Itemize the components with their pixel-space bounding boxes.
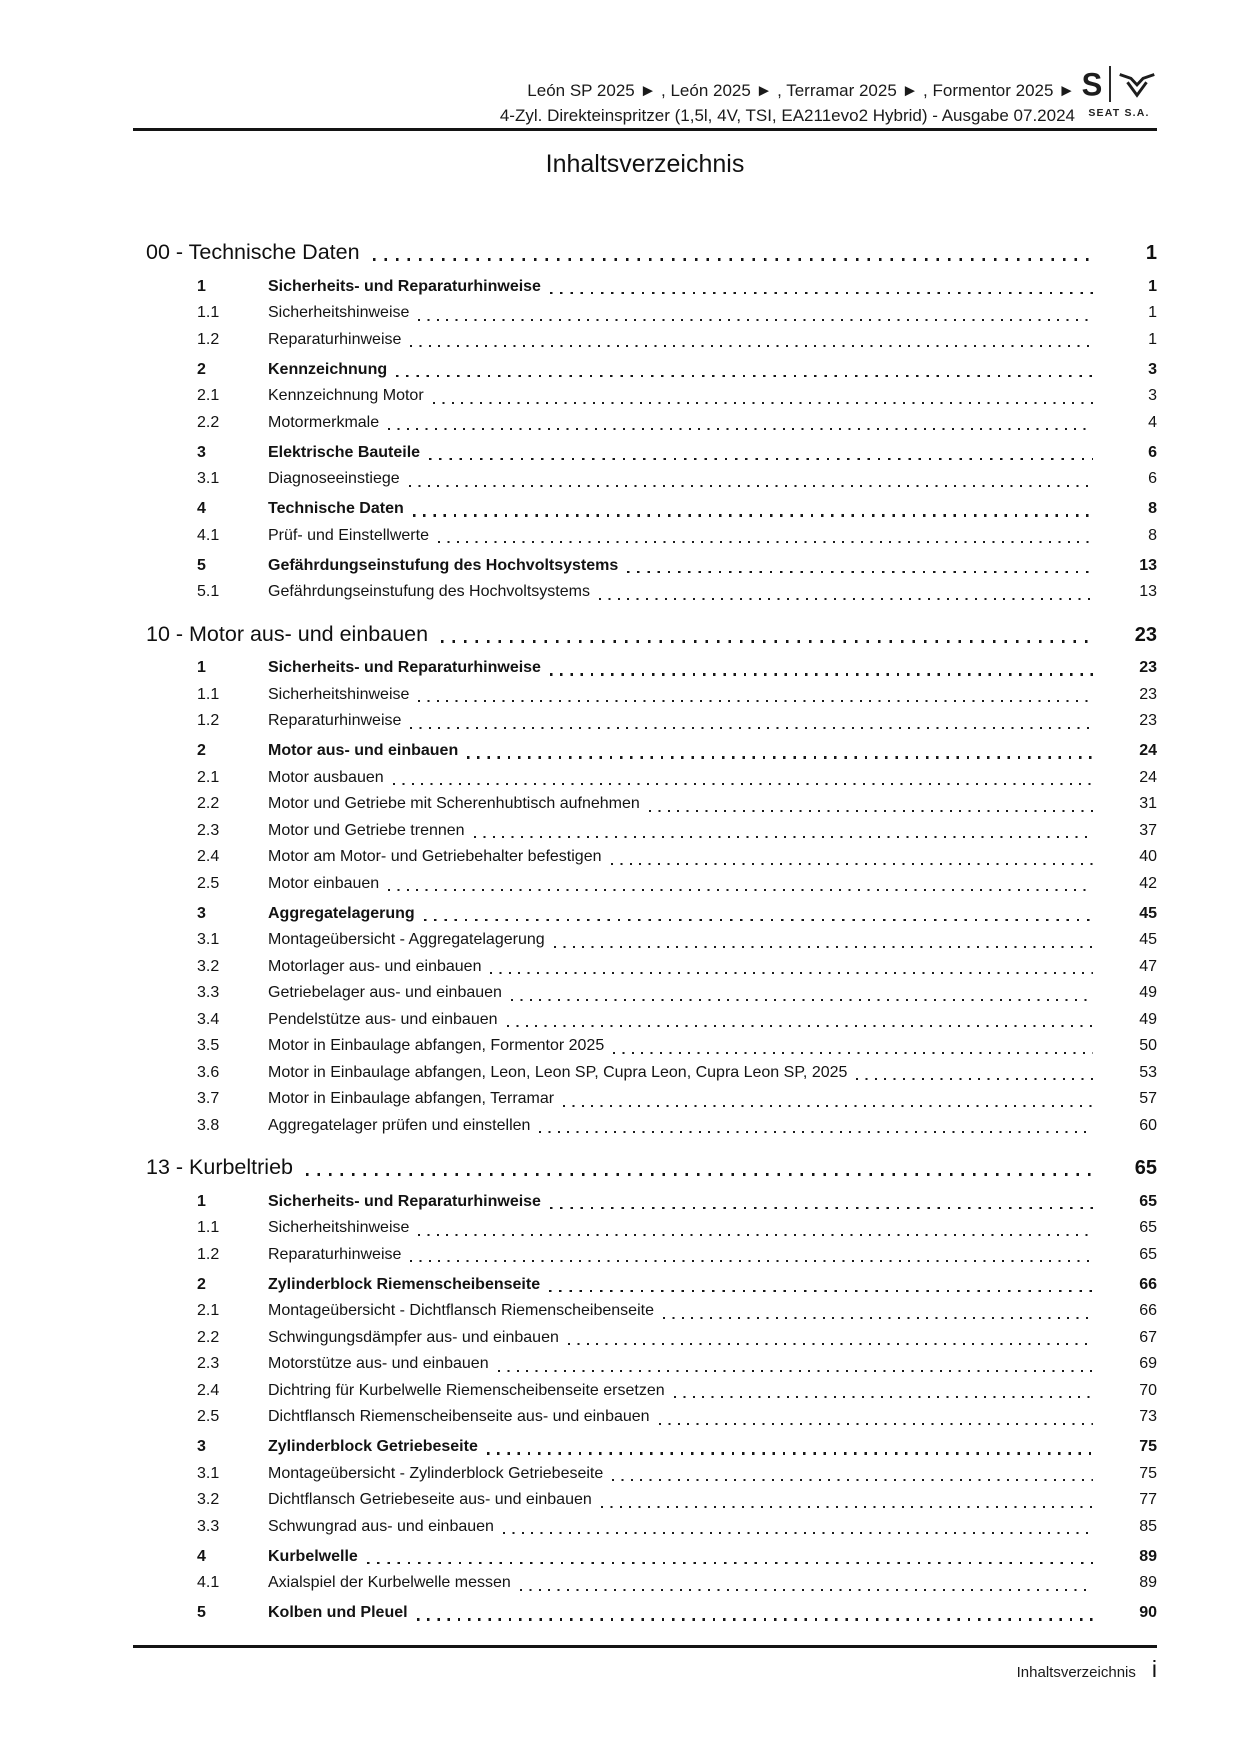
entry-page-number: 23 xyxy=(1139,712,1157,729)
dotted-leader xyxy=(611,863,1094,865)
entry-page-number: 69 xyxy=(1139,1355,1157,1372)
entry-number: 2 xyxy=(197,742,206,759)
toc-entry-row[interactable] xyxy=(133,1404,1157,1431)
chapter-page-number: 65 xyxy=(1134,1157,1157,1179)
entry-title: Sicherheitshinweise xyxy=(268,304,410,321)
entry-title: Motormerkmale xyxy=(268,413,380,431)
entry-number: 2.4 xyxy=(197,1381,220,1399)
entry-number: 2.2 xyxy=(197,413,220,431)
toc-entry-row[interactable] xyxy=(133,440,1157,467)
chapter-label: 10 - Motor aus- und einbauen xyxy=(146,621,429,646)
entry-title: Sicherheits- und Reparaturhinweise xyxy=(268,659,541,676)
entry-page-number: 65 xyxy=(1139,1192,1157,1210)
cupra-logo-icon xyxy=(1118,69,1156,99)
toc-entry-row[interactable] xyxy=(133,791,1157,818)
toc-chapter-block xyxy=(133,616,1157,1140)
entry-page-number: 57 xyxy=(1139,1090,1157,1107)
toc-chapter-row[interactable] xyxy=(133,234,1157,270)
dotted-leader xyxy=(429,458,1093,460)
entry-title: Prüf- und Einstellwerte xyxy=(268,526,429,544)
toc-entry-row[interactable] xyxy=(133,1215,1157,1242)
dotted-leader xyxy=(438,541,1093,543)
dotted-leader xyxy=(601,1506,1093,1508)
entry-page-number: 90 xyxy=(1139,1604,1157,1621)
entry-title: Reparaturhinweise xyxy=(268,330,402,348)
dotted-leader xyxy=(613,1052,1093,1054)
entry-page-number: 13 xyxy=(1139,556,1157,574)
dotted-leader xyxy=(520,1589,1093,1591)
dotted-leader xyxy=(467,756,1093,758)
entry-page-number: 40 xyxy=(1139,848,1157,865)
dotted-leader xyxy=(373,258,1093,261)
entry-title: Motorlager aus- und einbauen xyxy=(268,957,482,975)
entry-number: 2 xyxy=(197,360,206,378)
dotted-leader xyxy=(367,1562,1093,1564)
entry-page-number: 49 xyxy=(1139,1010,1157,1028)
dotted-leader xyxy=(649,810,1093,812)
toc-entry-row[interactable] xyxy=(133,1600,1157,1627)
toc-entry-row[interactable] xyxy=(133,1298,1157,1325)
entry-title: Aggregatelagerung xyxy=(268,904,415,922)
entry-page-number: 1 xyxy=(1148,304,1157,321)
entry-page-number: 8 xyxy=(1148,526,1157,544)
toc-entry-row[interactable] xyxy=(133,466,1157,493)
entry-page-number: 8 xyxy=(1148,500,1157,517)
entry-page-number: 53 xyxy=(1139,1063,1157,1081)
toc-entry-row[interactable] xyxy=(133,1351,1157,1378)
entry-page-number: 49 xyxy=(1139,984,1157,1001)
entry-page-number: 42 xyxy=(1139,874,1157,892)
dotted-leader xyxy=(417,1618,1093,1620)
dotted-leader xyxy=(612,1479,1093,1481)
entry-number: 1 xyxy=(197,277,206,295)
dotted-leader xyxy=(490,972,1093,974)
toc-entry-row[interactable] xyxy=(133,871,1157,898)
entry-title: Sicherheitshinweise xyxy=(268,1219,410,1236)
entry-number: 2 xyxy=(197,1275,206,1293)
dotted-leader xyxy=(498,1370,1093,1372)
toc-entry-row[interactable] xyxy=(133,410,1157,437)
dotted-leader xyxy=(474,836,1093,838)
entry-title: Motor am Motor- und Getriebehalter befestigen xyxy=(268,848,602,865)
dotted-leader xyxy=(550,673,1093,675)
entry-number: 3.1 xyxy=(197,470,220,487)
entry-number: 3.5 xyxy=(197,1037,220,1054)
entry-number: 3.1 xyxy=(197,1464,220,1482)
seat-logo-icon: S xyxy=(1081,65,1103,103)
entry-page-number: 31 xyxy=(1139,795,1157,812)
entry-page-number: 1 xyxy=(1148,277,1157,295)
entry-page-number: 75 xyxy=(1139,1438,1157,1455)
entry-number: 3.2 xyxy=(197,957,220,975)
toc-entry-row[interactable] xyxy=(133,1272,1157,1299)
entry-title: Reparaturhinweise xyxy=(268,1245,402,1263)
dotted-leader xyxy=(388,428,1093,430)
entry-title: Motor in Einbaulage abfangen, Formentor 2025 xyxy=(268,1037,605,1054)
entry-page-number: 4 xyxy=(1148,413,1157,431)
entry-number: 4.1 xyxy=(197,526,220,544)
chapter-label: 00 - Technische Daten xyxy=(146,240,360,264)
entry-number: 1 xyxy=(197,1192,206,1210)
brand-block xyxy=(1076,64,1162,119)
dotted-leader xyxy=(663,1317,1093,1319)
entry-number: 2.3 xyxy=(197,1355,220,1372)
entry-page-number: 73 xyxy=(1139,1408,1157,1425)
toc-entry-row[interactable] xyxy=(133,300,1157,327)
entry-title: Motor ausbauen xyxy=(268,768,384,786)
page-header xyxy=(500,78,1075,128)
entry-page-number: 75 xyxy=(1139,1464,1157,1482)
dotted-leader xyxy=(568,1343,1093,1345)
entry-number: 3 xyxy=(197,1438,206,1455)
toc-entry-row[interactable] xyxy=(133,496,1157,523)
entry-title: Dichtring für Kurbelwelle Riemenscheibenseite ersetzen xyxy=(268,1381,665,1399)
entry-page-number: 24 xyxy=(1139,742,1157,759)
toc-entry-row[interactable] xyxy=(133,1461,1157,1488)
entry-title: Gefährdungseinstufung des Hochvoltsystems xyxy=(268,556,619,574)
entry-title: Sicherheitshinweise xyxy=(268,685,410,703)
entry-number: 5 xyxy=(197,556,206,574)
entry-title: Kurbelwelle xyxy=(268,1547,358,1565)
toc-chapter-row[interactable] xyxy=(133,616,1157,652)
entry-number: 3.1 xyxy=(197,931,220,948)
entry-number: 2.5 xyxy=(197,874,220,892)
logo-divider xyxy=(1109,66,1111,102)
entry-number: 1.1 xyxy=(197,685,220,703)
page-title: Inhaltsverzeichnis xyxy=(545,150,745,178)
entry-number: 2.5 xyxy=(197,1408,220,1425)
dotted-leader xyxy=(433,402,1093,404)
entry-number: 3.7 xyxy=(197,1090,220,1107)
toc-entry-row[interactable] xyxy=(133,980,1157,1007)
dotted-leader xyxy=(410,345,1093,347)
toc-chapter-entries xyxy=(133,655,1157,1139)
toc-entry-row[interactable] xyxy=(133,1189,1157,1216)
toc-entry-row[interactable] xyxy=(133,708,1157,735)
entry-title: Motor aus- und einbauen xyxy=(268,742,459,759)
entry-page-number: 3 xyxy=(1148,387,1157,404)
entry-page-number: 47 xyxy=(1139,957,1157,975)
toc-entry-row[interactable] xyxy=(133,1514,1157,1541)
dotted-leader xyxy=(410,1260,1093,1262)
page-footer xyxy=(133,1656,1157,1683)
dotted-leader xyxy=(441,640,1093,643)
dotted-leader xyxy=(856,1078,1093,1080)
entry-page-number: 65 xyxy=(1139,1219,1157,1236)
toc-entry-row[interactable] xyxy=(133,1060,1157,1087)
entry-page-number: 37 xyxy=(1139,821,1157,839)
dotted-leader xyxy=(409,485,1093,487)
toc-entry-row[interactable] xyxy=(133,1007,1157,1034)
brand-company-label: SEAT S.A. xyxy=(1088,107,1150,119)
entry-number: 4 xyxy=(197,1547,206,1565)
entry-number: 3.6 xyxy=(197,1063,220,1081)
entry-page-number: 89 xyxy=(1139,1574,1157,1591)
toc-entry-row[interactable] xyxy=(133,818,1157,845)
entry-title: Technische Daten xyxy=(268,500,404,517)
entry-title: Kennzeichnung xyxy=(268,360,388,378)
entry-title: Kennzeichnung Motor xyxy=(268,387,424,404)
entry-number: 3.3 xyxy=(197,984,220,1001)
entry-page-number: 60 xyxy=(1139,1116,1157,1134)
entry-number: 2.1 xyxy=(197,768,220,786)
entry-page-number: 50 xyxy=(1139,1037,1157,1054)
brand-logos xyxy=(1076,64,1162,104)
entry-page-number: 23 xyxy=(1139,685,1157,703)
toc-entry-row[interactable] xyxy=(133,954,1157,981)
chapter-page-number: 1 xyxy=(1145,242,1157,264)
dotted-leader xyxy=(511,999,1093,1001)
toc-entry-row[interactable] xyxy=(133,738,1157,765)
entry-title: Gefährdungseinstufung des Hochvoltsystems xyxy=(268,583,590,600)
toc-entry-row[interactable] xyxy=(133,1033,1157,1060)
toc-entry-row[interactable] xyxy=(133,1325,1157,1352)
entry-title: Schwingungsdämpfer aus- und einbauen xyxy=(268,1328,559,1346)
entry-title: Motorstütze aus- und einbauen xyxy=(268,1355,489,1372)
entry-title: Aggregatelager prüfen und einstellen xyxy=(268,1116,531,1134)
dotted-leader xyxy=(627,571,1093,573)
entry-title: Motor in Einbaulage abfangen, Terramar xyxy=(268,1090,555,1107)
entry-title: Schwungrad aus- und einbauen xyxy=(268,1517,494,1535)
entry-title: Sicherheits- und Reparaturhinweise xyxy=(268,277,541,295)
entry-page-number: 66 xyxy=(1139,1275,1157,1293)
entry-title: Motor und Getriebe mit Scherenhubtisch aufnehmen xyxy=(268,795,640,812)
dotted-leader xyxy=(539,1131,1093,1133)
entry-title: Elektrische Bauteile xyxy=(268,443,421,461)
toc-entry-row[interactable] xyxy=(133,844,1157,871)
entry-number: 1.2 xyxy=(197,1245,220,1263)
entry-number: 2.1 xyxy=(197,1302,220,1319)
entry-page-number: 23 xyxy=(1139,659,1157,676)
dotted-leader xyxy=(396,375,1093,377)
dotted-leader xyxy=(507,1025,1093,1027)
toc-entry-row[interactable] xyxy=(133,1378,1157,1405)
entry-page-number: 77 xyxy=(1139,1491,1157,1508)
entry-title: Diagnoseeinstiege xyxy=(268,470,400,487)
chapter-page-number: 23 xyxy=(1134,623,1157,646)
toc-chapter-row[interactable] xyxy=(133,1149,1157,1185)
toc-chapter-block xyxy=(133,1149,1157,1627)
entry-number: 1.1 xyxy=(197,304,220,321)
entry-title: Axialspiel der Kurbelwelle messen xyxy=(268,1574,511,1591)
toc-entry-row[interactable] xyxy=(133,1434,1157,1461)
entry-title: Zylinderblock Riemenscheibenseite xyxy=(268,1275,541,1293)
footer-rule xyxy=(133,1645,1157,1648)
entry-page-number: 13 xyxy=(1139,583,1157,600)
dotted-leader xyxy=(550,1207,1093,1209)
dotted-leader xyxy=(487,1452,1093,1454)
entry-title: Zylinderblock Getriebeseite xyxy=(268,1438,478,1455)
entry-title: Reparaturhinweise xyxy=(268,712,402,729)
toc-entry-row[interactable] xyxy=(133,383,1157,410)
entry-number: 2.2 xyxy=(197,795,220,812)
entry-number: 1 xyxy=(197,659,206,676)
toc-chapter-entries xyxy=(133,1189,1157,1627)
toc-entry-row[interactable] xyxy=(133,765,1157,792)
toc-entry-row[interactable] xyxy=(133,327,1157,354)
header-models-line: León SP 2025 ► , León 2025 ► , Terramar 2025 ► , Formentor 2025 ► xyxy=(527,81,1075,100)
dotted-leader xyxy=(549,1290,1093,1292)
dotted-leader xyxy=(418,1234,1093,1236)
entry-title: Dichtflansch Riemenscheibenseite aus- und einbauen xyxy=(268,1408,650,1425)
entry-number: 3.4 xyxy=(197,1010,220,1028)
dotted-leader xyxy=(410,727,1093,729)
entry-number: 1.2 xyxy=(197,712,220,729)
entry-number: 4.1 xyxy=(197,1574,220,1591)
entry-page-number: 6 xyxy=(1148,470,1157,487)
header-rule xyxy=(133,128,1157,131)
entry-number: 5.1 xyxy=(197,583,220,600)
toc-entry-row[interactable] xyxy=(133,523,1157,550)
toc-entry-row[interactable] xyxy=(133,357,1157,384)
dotted-leader xyxy=(563,1105,1093,1107)
entry-page-number: 89 xyxy=(1139,1547,1157,1565)
entry-page-number: 66 xyxy=(1139,1302,1157,1319)
dotted-leader xyxy=(674,1396,1093,1398)
toc-entry-row[interactable] xyxy=(133,1086,1157,1113)
entry-page-number: 6 xyxy=(1148,443,1157,461)
toc-entry-row[interactable] xyxy=(133,655,1157,682)
entry-page-number: 45 xyxy=(1139,904,1157,922)
toc-entry-row[interactable] xyxy=(133,1487,1157,1514)
entry-page-number: 45 xyxy=(1139,931,1157,948)
entry-page-number: 24 xyxy=(1139,768,1157,786)
entry-page-number: 65 xyxy=(1139,1245,1157,1263)
toc-entry-row[interactable] xyxy=(133,1544,1157,1571)
dotted-leader xyxy=(413,514,1093,516)
entry-number: 2.2 xyxy=(197,1328,220,1346)
toc-chapter-block xyxy=(133,234,1157,606)
toc-entry-row[interactable] xyxy=(133,927,1157,954)
entry-number: 4 xyxy=(197,500,206,517)
header-subtitle-line: 4-Zyl. Direkteinspritzer (1,5l, 4V, TSI, EA211evo2 Hybrid) - Ausgabe 07.2024 xyxy=(499,106,1075,125)
entry-number: 5 xyxy=(197,1604,206,1621)
toc-list xyxy=(133,234,1157,1627)
entry-page-number: 67 xyxy=(1139,1328,1157,1346)
entry-number: 2.1 xyxy=(197,387,220,404)
entry-title: Getriebelager aus- und einbauen xyxy=(268,984,502,1001)
entry-number: 1.2 xyxy=(197,330,220,348)
entry-title: Kolben und Pleuel xyxy=(268,1604,408,1621)
dotted-leader xyxy=(393,783,1093,785)
entry-number: 1.1 xyxy=(197,1219,220,1236)
entry-page-number: 3 xyxy=(1148,360,1157,378)
entry-number: 3.3 xyxy=(197,1517,220,1535)
entry-title: Motor und Getriebe trennen xyxy=(268,821,465,839)
toc-entry-row[interactable] xyxy=(133,901,1157,928)
footer-label: Inhaltsverzeichnis xyxy=(1016,1664,1136,1681)
toc-entry-row[interactable] xyxy=(133,1570,1157,1597)
entry-number: 3.2 xyxy=(197,1491,220,1508)
entry-number: 3 xyxy=(197,443,206,461)
entry-title: Sicherheits- und Reparaturhinweise xyxy=(268,1192,541,1210)
entry-title: Montageübersicht - Dichtflansch Riemenscheibenseite xyxy=(268,1302,654,1319)
dotted-leader xyxy=(599,598,1093,600)
toc-entry-row[interactable] xyxy=(133,682,1157,709)
toc-entry-row[interactable] xyxy=(133,553,1157,580)
entry-title: Montageübersicht - Aggregatelagerung xyxy=(268,931,545,948)
entry-title: Dichtflansch Getriebeseite aus- und einbauen xyxy=(268,1491,592,1508)
entry-page-number: 70 xyxy=(1139,1381,1157,1399)
dotted-leader xyxy=(306,1173,1093,1176)
dotted-leader xyxy=(554,946,1093,948)
footer-page-number: i xyxy=(1151,1656,1157,1682)
dotted-leader xyxy=(424,919,1093,921)
entry-page-number: 1 xyxy=(1148,330,1157,348)
dotted-leader xyxy=(418,700,1093,702)
dotted-leader xyxy=(503,1532,1093,1534)
entry-number: 2.3 xyxy=(197,821,220,839)
entry-page-number: 85 xyxy=(1139,1517,1157,1535)
entry-title: Motor einbauen xyxy=(268,874,380,892)
toc-entry-row[interactable] xyxy=(133,274,1157,301)
dotted-leader xyxy=(659,1423,1093,1425)
dotted-leader xyxy=(418,319,1093,321)
toc-chapter-entries xyxy=(133,274,1157,606)
entry-title: Montageübersicht - Zylinderblock Getriebeseite xyxy=(268,1464,604,1482)
toc-entry-row[interactable] xyxy=(133,1113,1157,1140)
dotted-leader xyxy=(550,292,1093,294)
entry-number: 3 xyxy=(197,904,206,922)
entry-number: 3.8 xyxy=(197,1116,220,1134)
toc-entry-row[interactable] xyxy=(133,1242,1157,1269)
entry-title: Motor in Einbaulage abfangen, Leon, Leon SP, Cupra Leon, Cupra Leon SP, 2025 xyxy=(268,1063,848,1081)
dotted-leader xyxy=(388,889,1093,891)
chapter-label: 13 - Kurbeltrieb xyxy=(146,1155,293,1179)
entry-title: Pendelstütze aus- und einbauen xyxy=(268,1010,498,1028)
toc-entry-row[interactable] xyxy=(133,579,1157,606)
entry-number: 2.4 xyxy=(197,848,220,865)
